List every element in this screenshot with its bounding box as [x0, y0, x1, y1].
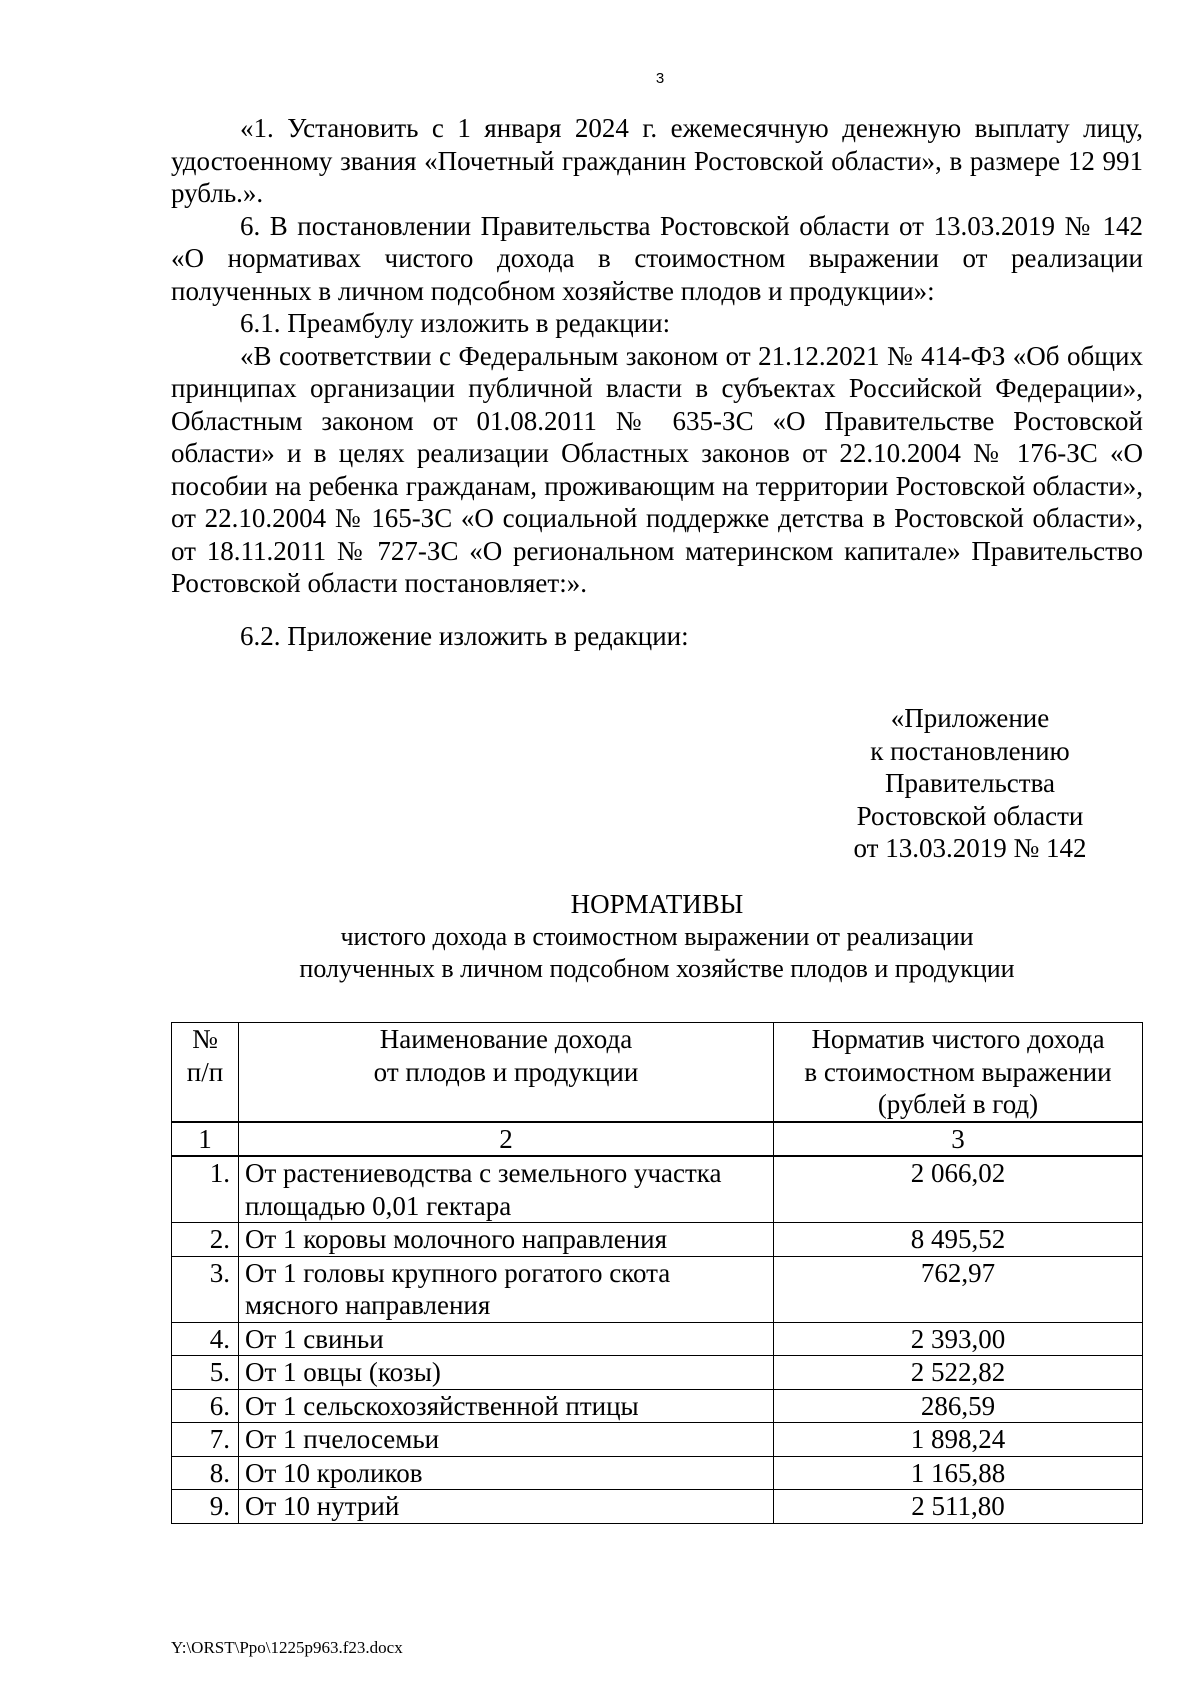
row-name: От 1 пчелосемьи: [239, 1423, 774, 1457]
header-text: Норматив чистого дохода: [811, 1024, 1105, 1054]
row-index: 4.: [172, 1322, 239, 1356]
header-cell-name: [239, 1023, 774, 1122]
column-number-row: [172, 1122, 1143, 1157]
row-index: 7.: [172, 1423, 239, 1457]
table-row: [172, 1490, 1143, 1524]
annex-block: [830, 702, 1110, 865]
column-number: 3: [774, 1122, 1143, 1157]
row-index: 8.: [172, 1456, 239, 1490]
annex-line: от 13.03.2019 № 142: [853, 833, 1087, 863]
row-index: 1.: [172, 1156, 239, 1223]
header-text: п/п: [186, 1056, 224, 1087]
row-index: 6.: [172, 1389, 239, 1423]
table-row: [172, 1423, 1143, 1457]
row-name: От 1 сельскохозяйственной птицы: [239, 1389, 774, 1423]
body-text: [171, 112, 1143, 652]
paragraph-4: «В соответствии с Федеральным законом от 21.12.2021 № 414-ФЗ «Об общих принципах организации публичной власти в субъектах Российской Федерации», Областным законом от 01.08.2011 № 635-ЗС «О Правительстве Ростовской области» и в целях реализации Областных законов от 22.10.2004 № 176-ЗС «О пособии на ребенка гражданам, проживающим на территории Ростовской области», от 22.10.2004 № 165-ЗС «О социальной поддержке детства в Ростовской области», от 18.11.2011 № 727-ЗС «О региональном материнском капитале» Правительство Ростовской области постановляет:».: [171, 340, 1143, 598]
annex-line: к постановлению: [870, 735, 1070, 766]
row-value: 2 066,02: [774, 1156, 1143, 1223]
row-name: От 1 овцы (козы): [239, 1356, 774, 1390]
title-heading: НОРМАТИВЫ: [570, 889, 744, 919]
file-path-footer: Y:\ORST\Ppo\1225p963.f23.docx: [171, 1638, 403, 1657]
row-value: 762,97: [774, 1256, 1143, 1322]
header-text: Наименование дохода: [379, 1024, 633, 1054]
row-name: От 10 кроликов: [239, 1456, 774, 1490]
header-text: в стоимостном выражении: [804, 1056, 1112, 1087]
table-row: [172, 1356, 1143, 1390]
annex-line: Ростовской области: [856, 800, 1084, 831]
column-number: 1: [172, 1122, 239, 1157]
table-row: [172, 1256, 1143, 1322]
header-text: №: [192, 1024, 218, 1054]
row-name: От 1 головы крупного рогатого скота мясного направления: [239, 1256, 774, 1322]
row-name: От 10 нутрий: [239, 1490, 774, 1524]
row-index: 5.: [172, 1356, 239, 1390]
paragraph-1: «1. Установить с 1 января 2024 г. ежемесячную денежную выплату лицу, удостоенному звания «Почетный гражданин Ростовской области», в размере 12 991 рубль.».: [171, 113, 1143, 208]
row-value: 8 495,52: [774, 1223, 1143, 1257]
title-subline: полученных в личном подсобном хозяйстве плодов и продукции: [299, 954, 1015, 983]
header-cell-number: [172, 1023, 239, 1122]
table-row: [172, 1223, 1143, 1257]
header-text: от плодов и продукции: [373, 1056, 639, 1087]
table-header-row: [172, 1023, 1143, 1122]
paragraph-2: 6. В постановлении Правительства Ростовской области от 13.03.2019 № 142 «О нормативах чистого дохода в стоимостном выражении от реализации полученных в личном подсобном хозяйстве плодов и продукции»:: [171, 210, 1143, 306]
header-text: (рублей в год): [877, 1089, 1039, 1119]
row-value: 2 522,82: [774, 1356, 1143, 1390]
norms-table: [171, 1022, 1143, 1524]
row-name: От растениеводства с земельного участка площадью 0,01 гектара: [239, 1156, 774, 1223]
paragraph-5: 6.2. Приложение изложить в редакции:: [240, 620, 689, 651]
row-name: От 1 свиньи: [239, 1322, 774, 1356]
row-value: 1 898,24: [774, 1423, 1143, 1457]
title-subline: чистого дохода в стоимостном выражении от реализации: [340, 921, 974, 951]
header-cell-value: [774, 1023, 1143, 1122]
page-number: 3: [655, 70, 665, 87]
table-row: [172, 1456, 1143, 1490]
annex-line: «Приложение: [890, 703, 1050, 733]
paragraph-3: 6.1. Преамбулу изложить в редакции:: [240, 308, 671, 338]
column-number: 2: [239, 1122, 774, 1157]
table-row: [172, 1322, 1143, 1356]
row-value: 2 511,80: [774, 1490, 1143, 1524]
row-value: 1 165,88: [774, 1456, 1143, 1490]
row-value: 286,59: [774, 1389, 1143, 1423]
row-name: От 1 коровы молочного направления: [239, 1223, 774, 1257]
row-value: 2 393,00: [774, 1322, 1143, 1356]
row-index: 9.: [172, 1490, 239, 1524]
table-title: [171, 888, 1143, 986]
table-row: [172, 1389, 1143, 1423]
annex-line: Правительства: [885, 768, 1055, 798]
row-index: 3.: [172, 1256, 239, 1322]
row-index: 2.: [172, 1223, 239, 1257]
table-row: [172, 1156, 1143, 1223]
